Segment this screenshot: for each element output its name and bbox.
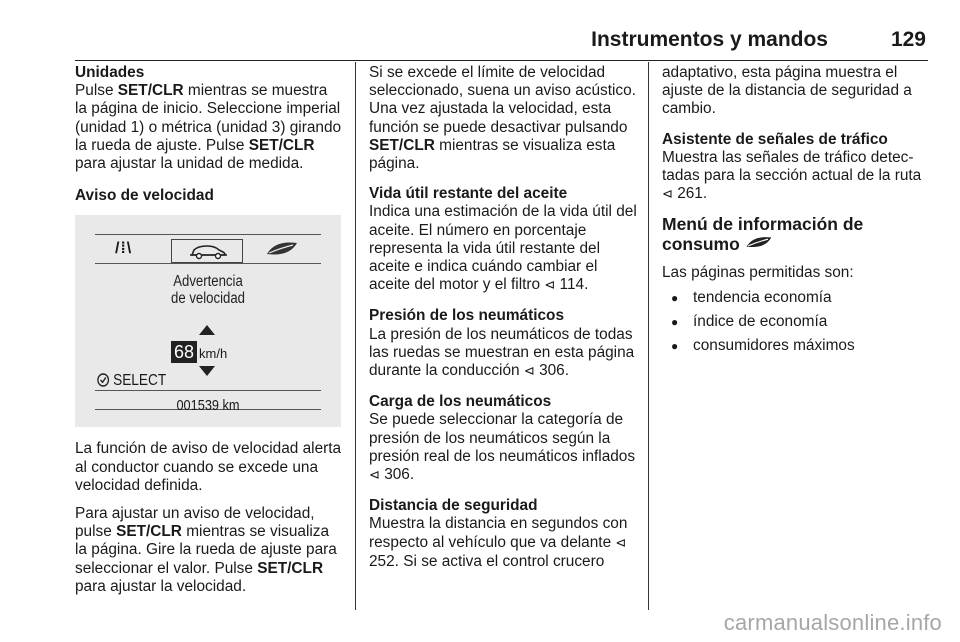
display-icon-row (95, 237, 321, 261)
page-ref-icon: ⊲ (544, 278, 556, 294)
eco-leaf-icon (745, 235, 773, 250)
page-ref-icon: ⊲ (662, 187, 673, 203)
speed-unit: km/h (199, 346, 228, 362)
list-item: ● consumidores máximos (662, 337, 928, 355)
odometer: 001539 km (176, 397, 240, 415)
page-header (75, 28, 928, 58)
aceite-paragraph: Indica una estimación de la vida útil del aceite. El número en porcentaje representa la vida útil restante del aceite e indica cuándo cambiar el aceite del motor y el filtro ⊲ 114. (369, 203, 637, 294)
column-divider-2 (648, 62, 649, 610)
aviso-paragraph-2: Para ajustar un aviso de velocidad, pulse SET/CLR mientras se visualiza la página. Gire la rueda de ajuste para seleccionar el valor. Pulse SET/CLR para ajustar la velocidad. (75, 505, 337, 595)
speed-value-row (171, 341, 227, 363)
senales-heading: Asistente de señales de tráfico (662, 130, 888, 148)
aceite-heading: Vida útil restante del aceite (369, 185, 568, 203)
aviso-heading: Aviso de velocidad (75, 187, 214, 205)
senales-paragraph: Muestra las señales de tráfico detectadas para la sección actual de la ruta ⊲ 261. (662, 148, 922, 203)
check-circle-icon (97, 373, 109, 387)
page-ref-icon: ⊲ (615, 535, 627, 551)
unidades-paragraph: Pulse SET/CLR mientras se muestra la página de inicio. Seleccione imperial (unidad 1) o métrica (unidad 3) girando la rueda de ajuste. Pulse SET/CLR para ajustar la unidad de medida. (75, 82, 342, 173)
running-title: Instrumentos y mandos (591, 28, 828, 51)
presion-heading: Presión de los neumáticos (369, 307, 565, 325)
menu-consumo-heading: Menú de información de consumo (662, 214, 864, 255)
watermark: carmanualsonline.info (723, 610, 942, 635)
display-divider-top (95, 263, 321, 264)
aviso-paragraph-1: La función de aviso de velocidad alerta al conductor cuando se excede una velocidad definida. (75, 440, 342, 494)
distancia-paragraph: Muestra la distancia en segundos con respecto al vehículo que va delante ⊲ 252. Si se activa el control crucero (369, 515, 628, 570)
page-number: 129 (890, 28, 926, 51)
permitidas-text: Las páginas permitidas son: (662, 264, 854, 282)
list-item: ● índice de economía (662, 313, 928, 331)
column-3 (662, 64, 928, 361)
column-1 (75, 64, 343, 606)
unidades-heading: Unidades (75, 64, 145, 81)
speed-value: 68 (171, 341, 197, 363)
decrease-arrow-icon (199, 366, 215, 376)
carga-heading: Carga de los neumáticos (369, 393, 552, 411)
car-icon (172, 240, 242, 262)
header-rule (75, 60, 928, 61)
limit-paragraph: Si se excede el límite de velocidad seleccionado, suena un aviso acústico. Una vez ajustada la velocidad, esta función se puede desactivar pulsando SET/CLR mientras se visualiza esta página. (369, 64, 636, 173)
column-2 (369, 64, 637, 581)
page-ref-icon: ⊲ (523, 364, 535, 380)
distancia-heading: Distancia de seguridad (369, 497, 538, 515)
select-hint: SELECT (97, 372, 166, 390)
driver-info-display (95, 234, 321, 415)
allowed-pages-list (662, 289, 928, 356)
column-divider-1 (355, 62, 356, 610)
presion-paragraph: La presión de los neumáticos de todas las ruedas se muestran en esta página durante la conducción ⊲ 306. (369, 325, 635, 380)
list-item: ● tendencia economía (662, 289, 928, 307)
continuation-paragraph: adaptativo, esta página muestra el ajuste de la distancia de seguridad a cambio. (662, 64, 912, 118)
carga-paragraph: Se puede seleccionar la categoría de presión de los neumáticos según la presión real de los neumáticos inflados ⊲ 306. (369, 411, 636, 484)
display-divider-bottom (95, 390, 321, 391)
display-title-line2: de velocidad (170, 290, 245, 308)
car-tab (171, 239, 243, 263)
display-title-line1: Advertencia (173, 273, 243, 291)
road-icon: /⁞\ (115, 240, 133, 258)
eco-leaf-icon (265, 240, 299, 258)
speed-warning-figure (75, 215, 341, 427)
page-ref-icon: ⊲ (369, 468, 380, 484)
increase-arrow-icon (199, 325, 215, 335)
